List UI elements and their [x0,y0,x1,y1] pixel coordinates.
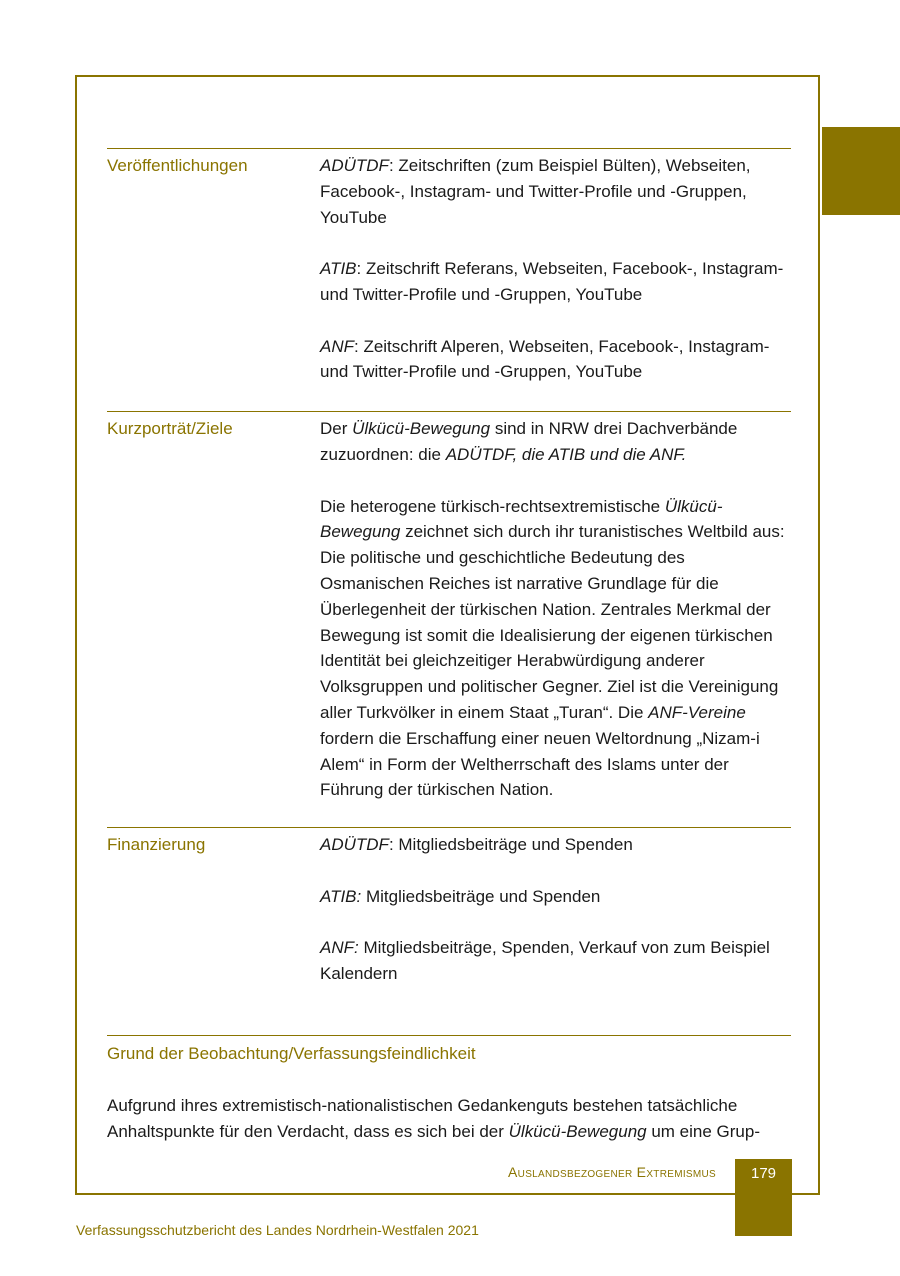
text: Der [320,419,353,439]
org-name: ANF-Vereine [648,702,746,722]
org-name: Ülkücü-Bewegung [352,419,491,439]
org-name: ADÜTDF [320,835,389,855]
page-number-box [735,1159,792,1236]
paragraph [320,832,791,858]
text: sind in NRW drei Dachverbände zuzuordnen: die [320,419,738,464]
row-body [320,149,791,411]
org-name: Ülkücü-Bewegung [508,1121,647,1141]
main-content [107,148,791,1145]
paragraph [320,334,791,386]
text: : Zeitschriften (zum Beispiel Bülten), Webseiten, Facebook-, Instagram- und Twitter-Profile und -Gruppen, YouTube [320,156,751,227]
row-label: Kurzporträt/Ziele [107,419,233,439]
org-name: ADÜTDF [320,156,389,175]
row-label: Veröffentlichungen [107,156,248,175]
org-name: ANF: [320,938,359,958]
row-body [320,828,791,1035]
paragraph [320,884,791,910]
chapter-tab-marker [822,127,900,215]
org-name: Ülkücü-Bewegung [320,496,723,542]
text: Die heterogene türkisch-rechtsextremistische [320,496,665,516]
org-name: ATIB: [320,886,362,906]
publication-title: Verfassungsschutzbericht des Landes Nordrhein-Westfalen 2021 [76,1222,479,1238]
row-financing [107,827,791,1035]
text: Mitgliedsbeiträge und Spenden [361,886,601,906]
text: : Mitgliedsbeiträge und Spenden [388,835,633,855]
org-name: ATIB [320,259,357,279]
row-publications [107,148,791,411]
text: zeichnet sich durch ihr turanistisches Weltbild aus: Die politische und geschichtliche Bedeutung des Osmanischen Reiches ist narrative Grundlage für die Überlegenheit der türkischen Nation. Zentrales Merkmal der Bewegung ist somit die Idealisierung der eigenen türkischen Identität bei gleichzeitiger Herabwürdigung anderer Volksgruppen und politischer Gegner. Ziel ist die Vereinigung aller Turkvölker in einem Staat „Turan“. Die [320,522,785,722]
row-label: Finanzierung [107,835,206,855]
paragraph [320,416,791,468]
row-profile-goals [107,411,791,827]
text: fordern die Erschaffung einer neuen Weltordnung „Nizam-i Alem“ in Form der Weltherrschaft des Islams unter der Führung der türkischen Nation. [320,728,760,800]
row-body [320,412,791,827]
running-section-title: Auslandsbezogener Extremismus [508,1164,716,1180]
text: um eine Grup- [646,1121,760,1141]
section-body [107,1093,791,1145]
section-heading: Grund der Beobachtung/Verfassungsfeindlichkeit [107,1035,791,1067]
text: : Zeitschrift Alperen, Webseiten, Facebook-, Instagram- und Twitter-Profile und -Gruppen, YouTube [320,336,770,382]
text: Mitgliedsbeiträge, Spenden, Verkauf von zum Beispiel Kalendern [320,938,770,984]
paragraph [320,494,791,804]
org-names: ADÜTDF, die ATIB und die ANF. [445,444,687,464]
paragraph [320,256,791,308]
text: Aufgrund ihres extremistisch-nationalistischen Gedankenguts bestehen tatsächliche Anhaltspunkte für den Verdacht, dass es sich bei der [107,1095,738,1141]
text: : Zeitschrift Referans, Webseiten, Facebook-, Instagram- und Twitter-Profile und -Gruppen, YouTube [320,259,784,304]
page-number: 179 [750,1165,777,1182]
org-name: ANF [320,336,354,356]
paragraph [320,153,791,230]
paragraph [320,935,791,987]
